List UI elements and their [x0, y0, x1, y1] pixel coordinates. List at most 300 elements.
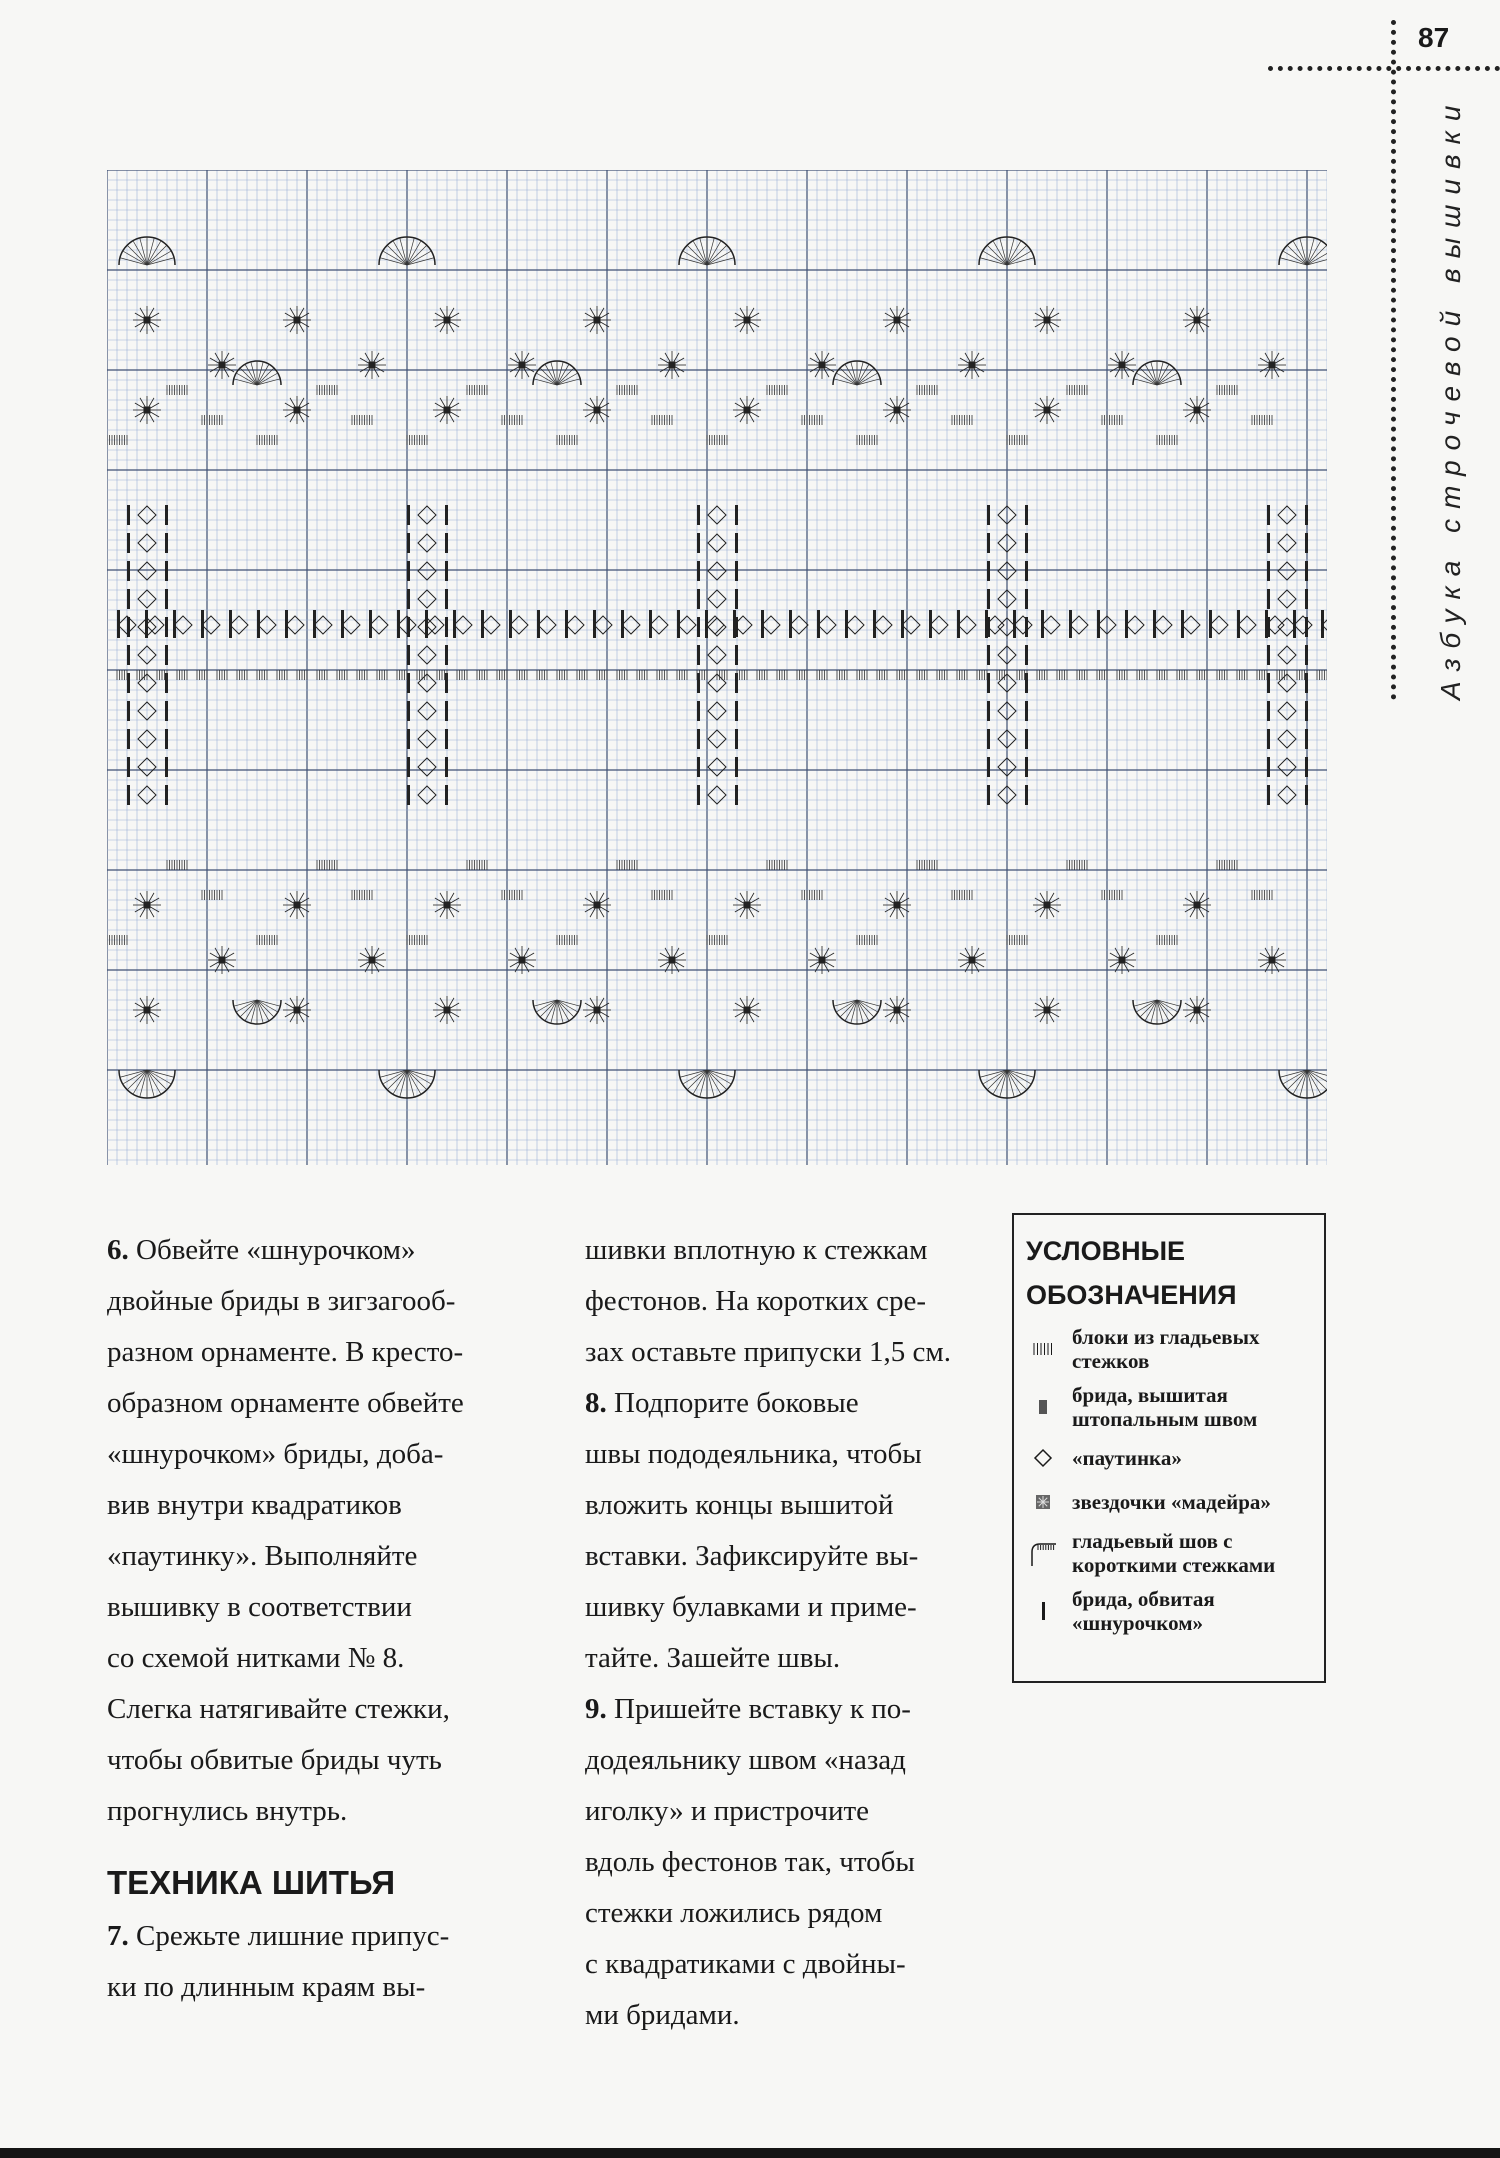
- wrapped-bar: [957, 610, 960, 638]
- satin-block: [237, 670, 247, 680]
- madeira-star: [358, 351, 386, 379]
- satin-block: [652, 890, 672, 900]
- text-line: швы пододеяльника, чтобы: [585, 1438, 922, 1470]
- wrapped-bar: [407, 617, 410, 637]
- wrapped-bar: [445, 785, 448, 805]
- madeira-star: [208, 351, 236, 379]
- bottom-edge: [0, 2148, 1500, 2158]
- spiderweb: [286, 616, 304, 634]
- step-9: [585, 1684, 1005, 2041]
- text-line: Слегка натягивайте стежки,: [107, 1693, 450, 1725]
- wrapped-bar: [445, 505, 448, 525]
- wrapped-bar: [165, 617, 168, 637]
- wrapped-bar: [1305, 785, 1308, 805]
- text-line: Подпорите боковые: [606, 1387, 859, 1419]
- satin-block: [1057, 670, 1067, 680]
- text-line: додеяльнику швом «назад: [585, 1744, 906, 1776]
- satin-block: [957, 670, 967, 680]
- text-line: ми бридами.: [585, 1999, 740, 2031]
- text-line: тайте. Зашейте швы.: [585, 1642, 841, 1674]
- legend-item: [1026, 1441, 1314, 1475]
- wrapped-bar: [845, 610, 848, 638]
- satin-block: [317, 860, 337, 870]
- satin-fan: [233, 1000, 281, 1024]
- wrapped-bar: [1305, 533, 1308, 553]
- spiderweb: [1126, 616, 1144, 634]
- text-line: «паутинку». Выполняйте: [107, 1540, 418, 1572]
- satin-block: [397, 670, 407, 680]
- wrapped-bar: [1305, 505, 1308, 525]
- wrapped-bar: [173, 610, 176, 638]
- wrapped-bar: [537, 610, 540, 638]
- wrapped-bar: [1305, 617, 1308, 637]
- satin-block: [497, 670, 507, 680]
- wrapped-bar: [453, 610, 456, 638]
- text-line: чтобы обвитые бриды чуть: [107, 1744, 442, 1776]
- satin-fan: [233, 361, 281, 385]
- wrapped-bar: [127, 533, 130, 553]
- satin-block: [917, 860, 937, 870]
- wrapped-bar: [697, 757, 700, 777]
- satin-fan: [533, 1000, 581, 1024]
- wrapped-bar: [1267, 701, 1270, 721]
- madeira-star: [1258, 351, 1286, 379]
- spiderweb: [510, 616, 528, 634]
- satin-fan: [533, 361, 581, 385]
- wrapped-bar: [987, 645, 990, 665]
- legend-label: блоки из гладьевых стежков: [1072, 1325, 1260, 1373]
- legend-item: [1026, 1529, 1314, 1577]
- wrapped-bar: [127, 645, 130, 665]
- wrapped-bar: [127, 701, 130, 721]
- wrapped-bar: [1267, 673, 1270, 693]
- wrapped-bar: [1305, 561, 1308, 581]
- satin-blocks-icon: [1026, 1332, 1060, 1366]
- wrapped-bar: [1025, 757, 1028, 777]
- legend-list: [1026, 1325, 1314, 1635]
- wrapped-bar-icon: [1026, 1594, 1060, 1628]
- text-line: фестонов. На коротких сре-: [585, 1285, 926, 1317]
- spiderweb: [370, 616, 388, 634]
- satin-fan: [979, 237, 1035, 265]
- spiderweb: [426, 616, 444, 634]
- wrapped-bar: [1069, 610, 1072, 638]
- wrapped-bar: [735, 589, 738, 609]
- wrapped-bar: [1025, 561, 1028, 581]
- wrapped-bar: [697, 729, 700, 749]
- wrapped-bar: [445, 645, 448, 665]
- wrapped-bar: [1041, 610, 1044, 638]
- text-column-right: [585, 1225, 1005, 2041]
- satin-fan: [119, 1070, 175, 1098]
- satin-block: [802, 890, 822, 900]
- text-line: зах оставьте припуски 1,5 см.: [585, 1336, 951, 1368]
- wrapped-bar: [445, 617, 448, 637]
- wrapped-bar: [127, 617, 130, 637]
- wrapped-bar: [1267, 785, 1270, 805]
- step-8: [585, 1378, 1005, 1684]
- wrapped-bar: [817, 610, 820, 638]
- legend-item: [1026, 1383, 1314, 1431]
- legend-box: [1012, 1213, 1326, 1683]
- legend-item: [1026, 1325, 1314, 1373]
- wrapped-bar: [127, 757, 130, 777]
- satin-fan: [379, 237, 435, 265]
- wrapped-bar: [407, 673, 410, 693]
- legend-title: УСЛОВНЫЕ ОБОЗНАЧЕНИЯ: [1026, 1236, 1237, 1310]
- text-column-left: [107, 1225, 527, 2013]
- wrapped-bar: [313, 610, 316, 638]
- wrapped-bar: [677, 610, 680, 638]
- wrapped-bar: [127, 673, 130, 693]
- wrapped-bar: [127, 505, 130, 525]
- spiderweb: [146, 616, 164, 634]
- wrapped-bar: [1321, 610, 1324, 638]
- step-number: 7.: [107, 1920, 129, 1952]
- wrapped-bar: [1305, 589, 1308, 609]
- spiderweb-icon: [1026, 1441, 1060, 1475]
- wrapped-bar: [735, 561, 738, 581]
- wrapped-bar: [165, 645, 168, 665]
- legend-item: [1026, 1587, 1314, 1635]
- wrapped-bar: [1305, 757, 1308, 777]
- short-satin-fan-icon: [1026, 1536, 1060, 1570]
- text-line: шивку булавками и приме-: [585, 1591, 917, 1623]
- legend-label: звездочки «мадейра»: [1072, 1490, 1271, 1514]
- wrapped-bar: [987, 589, 990, 609]
- step-6-text: [107, 1234, 464, 1827]
- spiderweb: [202, 616, 220, 634]
- wrapped-bar: [165, 505, 168, 525]
- text-line: иголку» и пристрочите: [585, 1795, 870, 1827]
- satin-block: [467, 860, 487, 870]
- satin-fan: [1133, 1000, 1181, 1024]
- wrapped-bar: [1305, 701, 1308, 721]
- satin-block: [767, 860, 787, 870]
- wrapped-bar: [1181, 610, 1184, 638]
- wrapped-bar: [565, 610, 568, 638]
- satin-block: [202, 890, 222, 900]
- satin-block: [1252, 890, 1272, 900]
- spiderweb: [1210, 616, 1228, 634]
- satin-block: [857, 670, 867, 680]
- wrapped-bar: [1305, 645, 1308, 665]
- wrapped-bar: [127, 589, 130, 609]
- spiderweb: [1182, 616, 1200, 634]
- wrapped-bar: [735, 505, 738, 525]
- satin-block: [1257, 670, 1267, 680]
- step-7-continued: [585, 1225, 1005, 1378]
- wrapped-bar: [1237, 610, 1240, 638]
- wrapped-bar: [1025, 589, 1028, 609]
- wrapped-bar: [407, 729, 410, 749]
- satin-block: [257, 670, 267, 680]
- madeira-star: [508, 351, 536, 379]
- satin-fan: [679, 237, 735, 265]
- satin-block: [577, 670, 587, 680]
- wrapped-bar: [987, 533, 990, 553]
- wrapped-bar: [697, 589, 700, 609]
- wrapped-bar: [445, 589, 448, 609]
- satin-block: [657, 670, 667, 680]
- satin-block: [377, 670, 387, 680]
- wrapped-bar: [1267, 505, 1270, 525]
- madeira-star-icon: [1026, 1485, 1060, 1519]
- satin-block: [197, 670, 207, 680]
- legend-label: гладьевый шов с короткими стежками: [1072, 1529, 1276, 1577]
- wrapped-bar: [1025, 785, 1028, 805]
- wrapped-bar: [987, 561, 990, 581]
- satin-block: [677, 670, 687, 680]
- wrapped-bar: [987, 673, 990, 693]
- step-6: [107, 1225, 527, 1837]
- wrapped-bar: [165, 785, 168, 805]
- page-number: 87: [1418, 22, 1450, 53]
- wrapped-bar: [705, 610, 708, 638]
- wrapped-bar: [445, 757, 448, 777]
- wrapped-bar: [445, 729, 448, 749]
- satin-block: [502, 890, 522, 900]
- spiderweb: [230, 616, 248, 634]
- satin-fan: [679, 1070, 735, 1098]
- satin-block: [1137, 670, 1147, 680]
- satin-fan: [1279, 1070, 1327, 1098]
- wrapped-bar: [1025, 729, 1028, 749]
- text-line: шивки вплотную к стежкам: [585, 1234, 928, 1266]
- text-line: вставки. Зафиксируйте вы-: [585, 1540, 919, 1572]
- wrapped-bar: [165, 673, 168, 693]
- madeira-star: [658, 351, 686, 379]
- text-line: «шнурочком» бриды, доба-: [107, 1438, 444, 1470]
- satin-fan: [379, 1070, 435, 1098]
- satin-block: [352, 890, 372, 900]
- wrapped-bar: [761, 610, 764, 638]
- satin-block: [1237, 670, 1247, 680]
- text-line: со схемой нитками № 8.: [107, 1642, 405, 1674]
- legend-label: брида, обвитая «шнурочком»: [1072, 1587, 1215, 1635]
- step-number: 9.: [585, 1693, 607, 1725]
- wrapped-bar: [165, 701, 168, 721]
- step-number: 8.: [585, 1387, 607, 1419]
- satin-fan: [833, 1000, 881, 1024]
- satin-block: [457, 670, 467, 680]
- spiderweb: [1042, 616, 1060, 634]
- text-line: вив внутри квадратиков: [107, 1489, 402, 1521]
- wrapped-bar: [229, 610, 232, 638]
- header-dotted-rule: [1268, 66, 1500, 71]
- satin-block: [757, 670, 767, 680]
- text-line: ки по длинным краям вы-: [107, 1971, 426, 2003]
- wrapped-bar: [735, 757, 738, 777]
- wrapped-bar: [341, 610, 344, 638]
- satin-block: [617, 670, 627, 680]
- satin-block: [317, 670, 327, 680]
- wrapped-bar: [987, 617, 990, 637]
- satin-block: [597, 670, 607, 680]
- embroidery-chart: [107, 170, 1327, 1165]
- legend-label: брида, вышитая штопальным швом: [1072, 1383, 1258, 1431]
- wrapped-bar: [127, 561, 130, 581]
- wrapped-bar: [873, 610, 876, 638]
- legend-label: «паутинка»: [1072, 1446, 1182, 1470]
- text-line: Пришейте вставку к по-: [606, 1693, 911, 1725]
- legend-item: [1026, 1485, 1314, 1519]
- wrapped-bar: [987, 785, 990, 805]
- wrapped-bar: [735, 533, 738, 553]
- wrapped-bar: [445, 673, 448, 693]
- satin-block: [877, 670, 887, 680]
- text-line: двойные бриды в зигзагооб-: [107, 1285, 456, 1317]
- wrapped-bar: [1125, 610, 1128, 638]
- satin-block: [952, 890, 972, 900]
- spiderweb: [846, 616, 864, 634]
- spiderweb: [790, 616, 808, 634]
- wrapped-bar: [165, 533, 168, 553]
- wrapped-bar: [165, 561, 168, 581]
- satin-fan: [979, 1070, 1035, 1098]
- text-line: разном орнаменте. В кресто-: [107, 1336, 464, 1368]
- wrapped-bar: [735, 785, 738, 805]
- wrapped-bar: [369, 610, 372, 638]
- satin-block: [177, 670, 187, 680]
- text-line: Обвейте «шнурочком»: [128, 1234, 416, 1266]
- satin-block: [277, 670, 287, 680]
- satin-block: [167, 860, 187, 870]
- satin-block: [1097, 670, 1107, 680]
- wrapped-bar: [1267, 589, 1270, 609]
- madeira-star: [958, 351, 986, 379]
- wrapped-bar: [697, 561, 700, 581]
- satin-block: [817, 670, 827, 680]
- stem-stitch-bar-icon: [1026, 1390, 1060, 1424]
- text-line: стежки ложились рядом: [585, 1897, 883, 1929]
- wrapped-bar: [165, 757, 168, 777]
- satin-block: [557, 670, 567, 680]
- satin-block: [117, 670, 127, 680]
- wrapped-bar: [697, 533, 700, 553]
- satin-block: [977, 670, 987, 680]
- side-dotted-rule: [1391, 20, 1396, 700]
- wrapped-bar: [1097, 610, 1100, 638]
- satin-block: [477, 670, 487, 680]
- wrapped-bar: [257, 610, 260, 638]
- wrapped-bar: [735, 645, 738, 665]
- step-7-text: [107, 1920, 449, 2003]
- satin-block: [517, 670, 527, 680]
- text-line: Срежьте лишние припус-: [128, 1920, 450, 1952]
- satin-block: [337, 670, 347, 680]
- wrapped-bar: [1267, 645, 1270, 665]
- wrapped-bar: [1209, 610, 1212, 638]
- wrapped-bar: [697, 785, 700, 805]
- satin-fan: [1279, 237, 1327, 265]
- wrapped-bar: [1305, 729, 1308, 749]
- text-line: образном орнаменте обвейте: [107, 1387, 464, 1419]
- satin-block: [1077, 670, 1087, 680]
- satin-block: [537, 670, 547, 680]
- wrapped-bar: [285, 610, 288, 638]
- satin-block: [637, 670, 647, 680]
- wrapped-bar: [1267, 757, 1270, 777]
- text-line: вложить концы вышитой: [585, 1489, 894, 1521]
- satin-block: [937, 670, 947, 680]
- wrapped-bar: [901, 610, 904, 638]
- wrapped-bar: [621, 610, 624, 638]
- wrapped-bar: [127, 785, 130, 805]
- wrapped-bar: [1267, 729, 1270, 749]
- satin-block: [777, 670, 787, 680]
- step-7: [107, 1911, 527, 2013]
- satin-block: [1102, 890, 1122, 900]
- wrapped-bar: [407, 505, 410, 525]
- text-line: прогнулись внутрь.: [107, 1795, 348, 1827]
- wrapped-bar: [987, 505, 990, 525]
- wrapped-bar: [117, 610, 120, 638]
- satin-block: [737, 670, 747, 680]
- wrapped-bar: [407, 561, 410, 581]
- spiderweb: [566, 616, 584, 634]
- text-line: вышивку в соответствии: [107, 1591, 412, 1623]
- section-heading: ТЕХНИКА ШИТЬЯ: [107, 1864, 396, 1901]
- satin-block: [1117, 670, 1127, 680]
- text-line: вдоль фестонов так, чтобы: [585, 1846, 915, 1878]
- wrapped-bar: [735, 701, 738, 721]
- wrapped-bar: [407, 645, 410, 665]
- wrapped-bar: [1305, 673, 1308, 693]
- madeira-star: [808, 351, 836, 379]
- step-number: 6.: [107, 1234, 129, 1266]
- wrapped-bar: [509, 610, 512, 638]
- wrapped-bar: [165, 589, 168, 609]
- wrapped-bar: [445, 533, 448, 553]
- satin-block: [357, 670, 367, 680]
- satin-block: [917, 670, 927, 680]
- satin-block: [1197, 670, 1207, 680]
- text-line: с квадратиками с двойны-: [585, 1948, 906, 1980]
- wrapped-bar: [1025, 533, 1028, 553]
- wrapped-bar: [201, 610, 204, 638]
- wrapped-bar: [697, 701, 700, 721]
- wrapped-bar: [127, 729, 130, 749]
- wrapped-bar: [407, 589, 410, 609]
- wrapped-bar: [697, 505, 700, 525]
- wrapped-bar: [165, 729, 168, 749]
- satin-block: [797, 670, 807, 680]
- wrapped-bar: [481, 610, 484, 638]
- wrapped-bar: [1267, 561, 1270, 581]
- wrapped-bar: [1025, 505, 1028, 525]
- wrapped-bar: [1153, 610, 1156, 638]
- wrapped-bar: [649, 610, 652, 638]
- wrapped-bar: [445, 701, 448, 721]
- satin-block: [1177, 670, 1187, 680]
- satin-block: [617, 860, 637, 870]
- wrapped-bar: [735, 729, 738, 749]
- wrapped-bar: [445, 561, 448, 581]
- satin-fan: [1133, 361, 1181, 385]
- spiderweb: [650, 616, 668, 634]
- wrapped-bar: [987, 729, 990, 749]
- running-head: Азбука строчевой вышивки: [1435, 95, 1466, 700]
- wrapped-bar: [407, 701, 410, 721]
- madeira-star: [1108, 351, 1136, 379]
- wrapped-bar: [735, 673, 738, 693]
- satin-block: [897, 670, 907, 680]
- wrapped-bar: [929, 610, 932, 638]
- satin-block: [837, 670, 847, 680]
- wrapped-bar: [735, 617, 738, 637]
- step-8-text: [585, 1387, 922, 1674]
